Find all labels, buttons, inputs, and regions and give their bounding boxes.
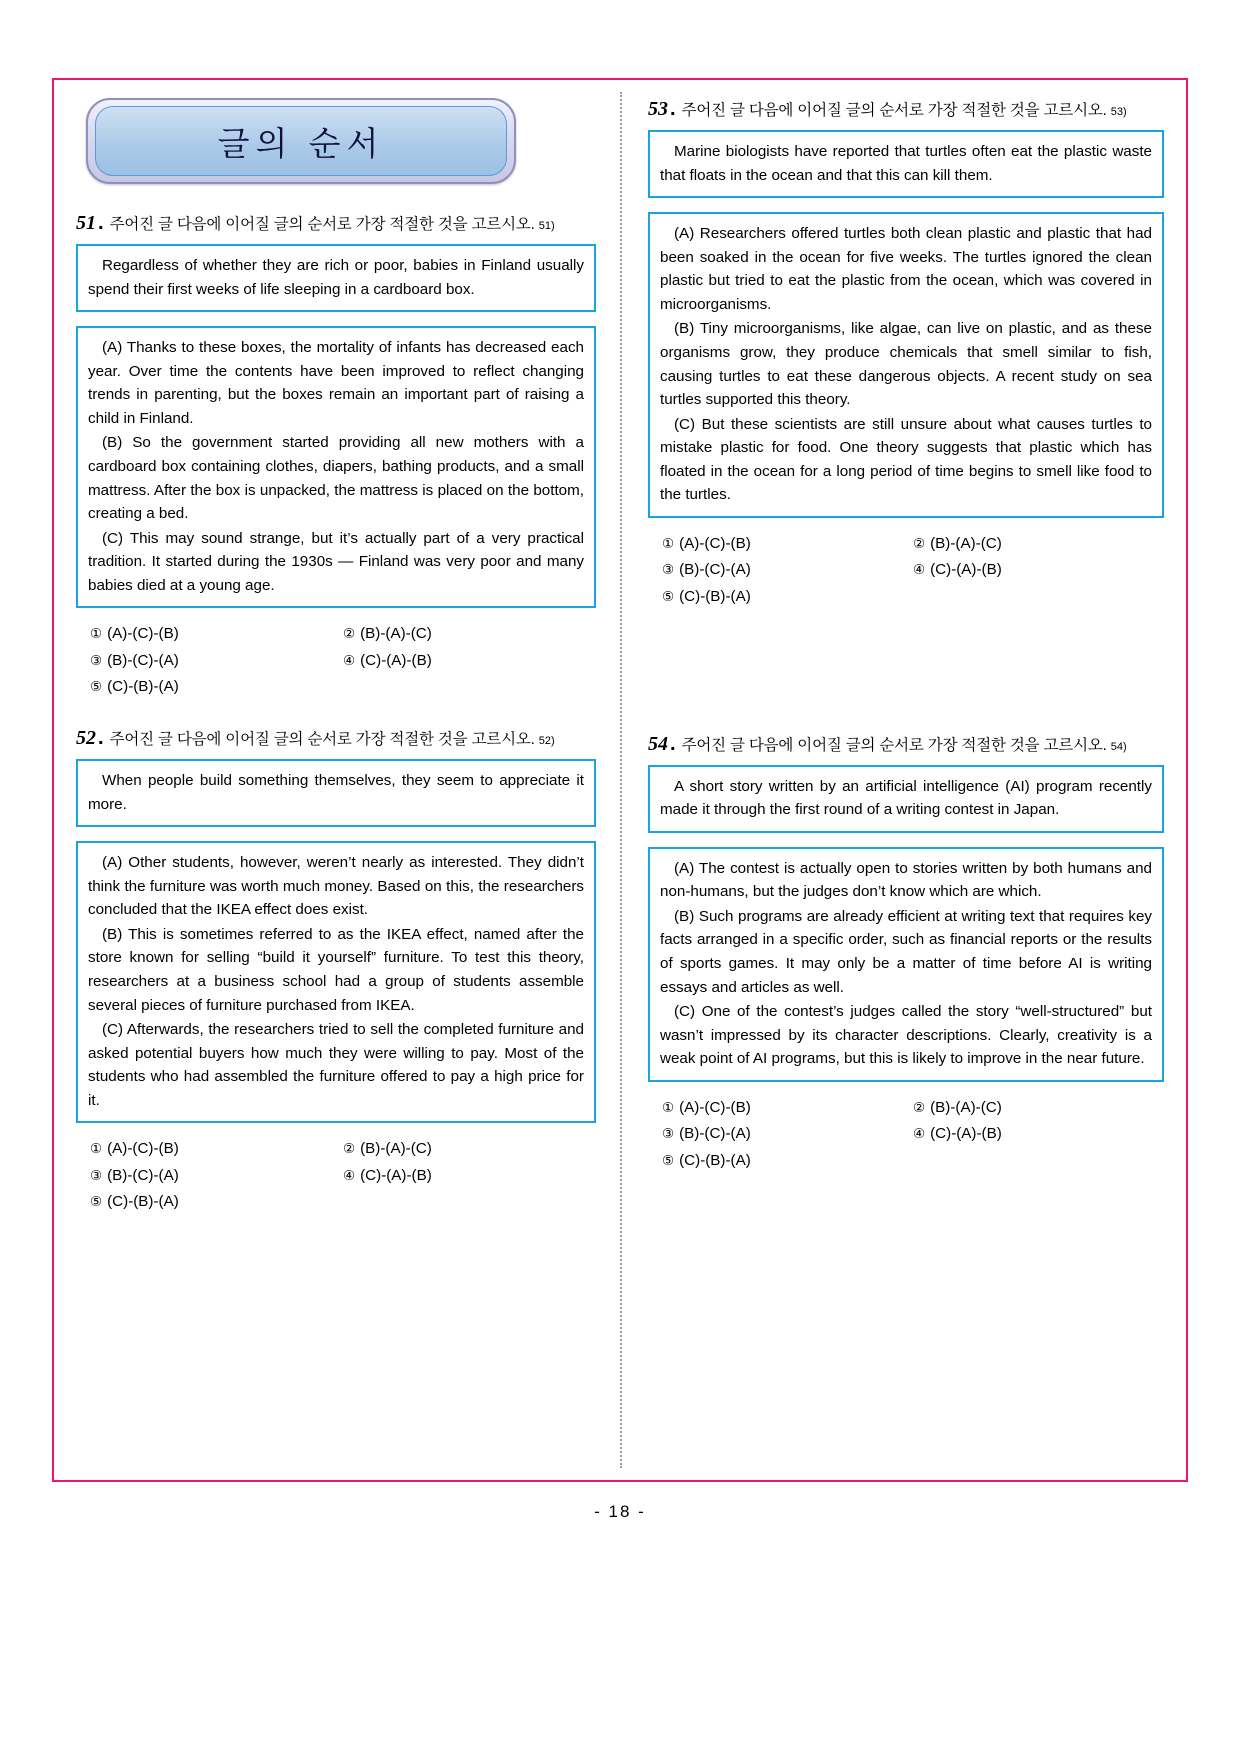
question-heading-54 xyxy=(648,731,1164,757)
choice-marker-2: ② xyxy=(913,1099,926,1115)
section-title-inner xyxy=(95,106,507,176)
choice-label-5: (C)-(B)-(A) xyxy=(679,588,751,605)
passage-box-52 xyxy=(76,841,596,1123)
choice-marker-3: ③ xyxy=(90,652,103,668)
choice-marker-5: ⑤ xyxy=(662,589,675,604)
page-title: 글의 순서 xyxy=(217,124,385,162)
choice-label-1: (A)-(C)-(B) xyxy=(679,1098,751,1116)
choice-marker-3: ③ xyxy=(662,562,675,578)
given-passage-53: Marine biologists have reported that turtles often eat the plastic waste that floats in the ocean and that this can kill them. xyxy=(660,143,1152,184)
choice-label-4: (C)-(A)-(B) xyxy=(930,1125,1002,1143)
choice-label-4: (C)-(A)-(B) xyxy=(360,1166,432,1184)
passage-c-53: (C) But these scientists are still unsure about what causes turtles to mistake plastic for food. One theory suggests that plastic which has floated in the ocean for a long period of time begins to smell like food to the turtles. xyxy=(660,415,1152,504)
choice-1-51[interactable] xyxy=(90,622,343,646)
choices-51 xyxy=(76,622,596,699)
passage-c-51: (C) This may sound strange, but it’s actually part of a very practical tradition. It started during the 1930s — Finland was very poor and many babies died at a young age. xyxy=(88,529,584,594)
choice-3-53[interactable] xyxy=(662,558,913,582)
choice-5-51[interactable] xyxy=(90,675,343,699)
choice-label-2: (B)-(A)-(C) xyxy=(930,1098,1002,1116)
choice-marker-5: ⑤ xyxy=(90,1194,103,1210)
question-dot-52: . xyxy=(98,727,104,749)
question-number-54: 54 xyxy=(648,732,668,755)
choice-2-53[interactable] xyxy=(913,532,1164,556)
choice-marker-3: ③ xyxy=(662,1126,675,1142)
choice-label-3: (B)-(C)-(A) xyxy=(107,1166,179,1184)
choice-label-2: (B)-(A)-(C) xyxy=(360,625,432,643)
choices-53 xyxy=(648,532,1164,609)
question-number-51: 51 xyxy=(76,212,96,234)
choice-5-54[interactable] xyxy=(662,1149,913,1173)
passage-b-52: (B) This is sometimes referred to as the IKEA effect, named after the store known for selling “build it yourself” furniture. To test this theory, researchers at a business school had a group of students assemble several pieces of furniture purchased from IKEA. xyxy=(88,925,584,1014)
choice-label-5: (C)-(B)-(A) xyxy=(679,1151,751,1169)
page-content xyxy=(52,78,1188,1482)
choice-label-4: (C)-(A)-(B) xyxy=(360,651,432,669)
question-dot-51: . xyxy=(98,212,104,234)
passage-b-51: (B) So the government started providing all new mothers with a cardboard box containing clothes, diapers, bathing products, and a small mattress. After the box is unpacked, the mattress is placed on the bottom, creating a bed. xyxy=(88,434,584,523)
question-footnote-51: 51) xyxy=(538,220,555,232)
question-heading-53 xyxy=(648,96,1164,122)
choice-label-4: (C)-(A)-(B) xyxy=(930,561,1002,579)
choice-2-51[interactable] xyxy=(343,622,596,646)
choice-marker-5: ⑤ xyxy=(90,679,103,695)
choice-marker-4: ④ xyxy=(343,652,356,668)
question-prompt-54: 주어진 글 다음에 이어질 글의 순서로 가장 적절한 것을 고르시오. xyxy=(681,736,1107,754)
passage-a-53: (A) Researchers offered turtles both clean plastic and plastic that had been soaked in the ocean for five weeks. The turtles ignored the clean plastic but tried to eat the plastic from the ocean, which was covered in microorganisms. xyxy=(660,225,1152,313)
choice-label-1: (A)-(C)-(B) xyxy=(679,534,751,552)
given-passage-51: Regardless of whether they are rich or poor, babies in Finland usually spend their first weeks of life sleeping in a cardboard box. xyxy=(88,257,584,298)
choice-4-51[interactable] xyxy=(343,649,596,673)
choice-3-52[interactable] xyxy=(90,1164,343,1188)
choice-2-54[interactable] xyxy=(913,1096,1164,1120)
choice-label-3: (B)-(C)-(A) xyxy=(679,561,751,579)
choice-marker-4: ④ xyxy=(343,1167,356,1183)
given-passage-box-52 xyxy=(76,759,596,827)
choice-1-54[interactable] xyxy=(662,1096,913,1120)
passage-a-52: (A) Other students, however, weren’t nearly as interested. They didn’t think the furniture was worth much money. Based on this, the researchers concluded that the IKEA effect does exist. xyxy=(88,854,584,919)
choice-label-1: (A)-(C)-(B) xyxy=(107,1140,179,1158)
choice-label-3: (B)-(C)-(A) xyxy=(107,651,179,669)
choice-3-54[interactable] xyxy=(662,1122,913,1146)
question-number-52: 52 xyxy=(76,727,96,749)
question-dot-53: . xyxy=(670,98,676,120)
left-column xyxy=(76,92,620,1472)
question-number-53: 53 xyxy=(648,98,668,120)
given-passage-52: When people build something themselves, they seem to appreciate it more. xyxy=(88,772,584,813)
choice-marker-1: ① xyxy=(662,1099,675,1115)
given-passage-box-51 xyxy=(76,244,596,312)
question-footnote-52: 52) xyxy=(538,735,555,747)
passage-c-54: (C) One of the contest’s judges called the story “well-structured” but wasn’t impressed by its character descriptions. Clearly, creativity is a weak point of AI programs, but this is likely to improve in the near future. xyxy=(660,1003,1152,1068)
choice-4-52[interactable] xyxy=(343,1164,596,1188)
question-footnote-53: 53) xyxy=(1110,106,1127,118)
choice-marker-4: ④ xyxy=(913,562,926,578)
passage-b-53: (B) Tiny microorganisms, like algae, can live on plastic, and as these organisms grow, they produce chemicals that smell similar to fish, causing turtles to eat these dangerous objects. A recent study on sea turtles supported this theory. xyxy=(660,320,1152,409)
question-dot-54: . xyxy=(670,732,676,755)
question-footnote-54: 54) xyxy=(1110,740,1127,753)
question-prompt-51: 주어진 글 다음에 이어질 글의 순서로 가장 적절한 것을 고르시오. xyxy=(109,216,535,233)
choice-4-53[interactable] xyxy=(913,558,1164,582)
choice-marker-2: ② xyxy=(343,626,356,642)
choice-label-2: (B)-(A)-(C) xyxy=(360,1140,432,1158)
choice-marker-1: ① xyxy=(90,1141,103,1157)
question-prompt-53: 주어진 글 다음에 이어질 글의 순서로 가장 적절한 것을 고르시오. xyxy=(681,102,1107,119)
choice-3-51[interactable] xyxy=(90,649,343,673)
given-passage-54: A short story written by an artificial intelligence (AI) program recently made it through the first round of a writing contest in Japan. xyxy=(660,777,1152,819)
choice-label-1: (A)-(C)-(B) xyxy=(107,625,179,643)
choice-marker-1: ① xyxy=(90,626,103,642)
passage-box-53 xyxy=(648,212,1164,518)
choice-marker-1: ① xyxy=(662,535,675,551)
choice-label-2: (B)-(A)-(C) xyxy=(930,534,1002,552)
choice-marker-3: ③ xyxy=(90,1167,103,1183)
question-heading-52 xyxy=(76,725,596,751)
passage-box-54 xyxy=(648,847,1164,1082)
choice-marker-4: ④ xyxy=(913,1126,926,1142)
choices-54 xyxy=(648,1096,1164,1173)
choice-label-5: (C)-(B)-(A) xyxy=(107,1193,179,1211)
choice-1-53[interactable] xyxy=(662,532,913,556)
section-title-banner xyxy=(86,98,516,184)
given-passage-box-54 xyxy=(648,765,1164,833)
given-passage-box-53 xyxy=(648,130,1164,198)
choice-5-53[interactable] xyxy=(662,585,913,609)
choice-5-52[interactable] xyxy=(90,1190,343,1214)
choice-2-52[interactable] xyxy=(343,1137,596,1161)
passage-c-52: (C) Afterwards, the researchers tried to sell the completed furniture and asked potential buyers how much they were willing to pay. Most of the students who had assembled the furniture offered to pay a high price for it. xyxy=(88,1021,584,1109)
choice-marker-5: ⑤ xyxy=(662,1152,675,1168)
choice-label-5: (C)-(B)-(A) xyxy=(107,678,179,696)
question-prompt-52: 주어진 글 다음에 이어질 글의 순서로 가장 적절한 것을 고르시오. xyxy=(109,731,535,748)
passage-b-54: (B) Such programs are already efficient at writing text that requires key facts arranged in a specific order, such as financial reports or the results of sports games. It may only be a matter of time before AI is writing essays and articles as well. xyxy=(660,907,1152,996)
right-column xyxy=(620,92,1164,1472)
choice-4-54[interactable] xyxy=(913,1122,1164,1146)
passage-box-51 xyxy=(76,326,596,608)
question-heading-51 xyxy=(76,210,596,236)
choice-1-52[interactable] xyxy=(90,1137,343,1161)
passage-a-54: (A) The contest is actually open to stories written by both humans and non-humans, but the judges don’t know which are which. xyxy=(660,859,1152,901)
choices-52 xyxy=(76,1137,596,1214)
choice-marker-2: ② xyxy=(343,1141,356,1157)
passage-a-51: (A) Thanks to these boxes, the mortality of infants has decreased each year. Over time the contents have been improved to reflect changing trends in parenting, but the boxes remain an important part of raising a child in Finland. xyxy=(88,339,584,427)
choice-marker-2: ② xyxy=(913,535,926,551)
choice-label-3: (B)-(C)-(A) xyxy=(679,1125,751,1143)
column-spacer xyxy=(648,609,1164,705)
page-footer: - 18 - xyxy=(594,1502,646,1521)
